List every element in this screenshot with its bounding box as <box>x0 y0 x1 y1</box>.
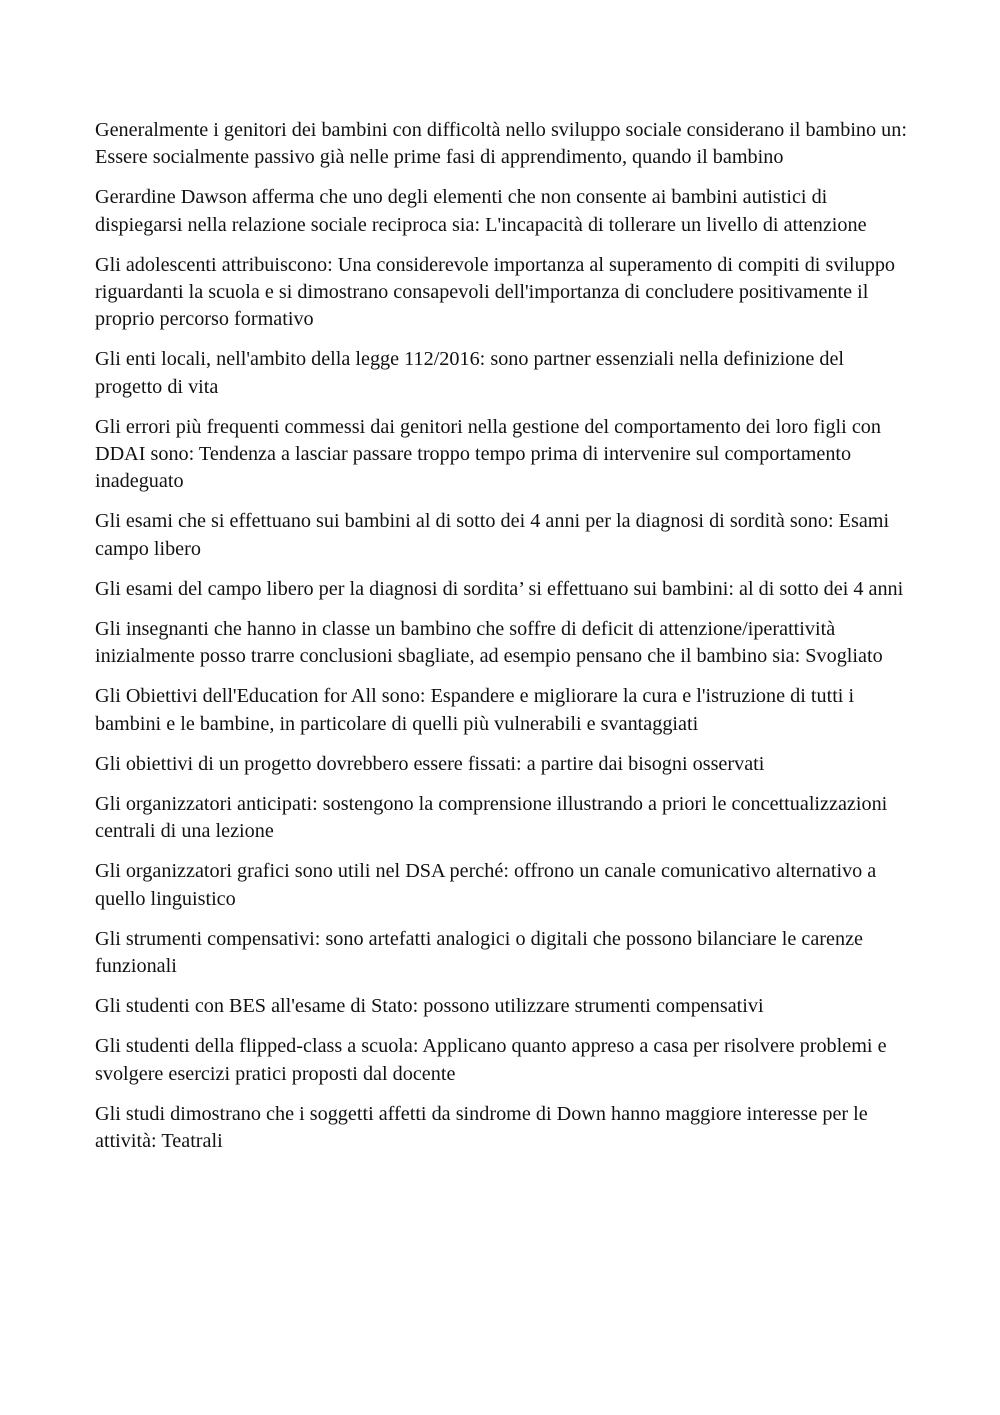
entry-paragraph: Gli enti locali, nell'ambito della legge 112/2016: sono partner essenziali nella definizione del progetto di vita <box>95 348 845 398</box>
entry-paragraph: Gli insegnanti che hanno in classe un bambino che soffre di deficit di attenzione/iperattività inizialmente posso trarre conclusioni sbagliate, ad esempio pensano che il bambino sia: Svogliato <box>95 618 883 668</box>
entry-paragraph: Generalmente i genitori dei bambini con difficoltà nello sviluppo sociale considerano il bambino un: Essere socialmente passivo già nelle prime fasi di apprendimento, quando il bambino <box>95 119 907 169</box>
entry-paragraph: Gli adolescenti attribuiscono: Una considerevole importanza al superamento di compiti di sviluppo riguardanti la scuola e si dimostrano consapevoli dell'importanza di concludere positivamente il proprio percorso formativo <box>95 253 896 331</box>
entry-paragraph: Gli organizzatori anticipati: sostengono la comprensione illustrando a priori le concettualizzazioni centrali di una lezione <box>95 793 888 843</box>
entry-paragraph: Gli studenti della flipped-class a scuola: Applicano quanto appreso a casa per risolvere problemi e svolgere esercizi pratici proposti dal docente <box>95 1035 887 1085</box>
entry-paragraph: Gli esami che si effettuano sui bambini al di sotto dei 4 anni per la diagnosi di sordità sono: Esami campo libero <box>95 510 890 560</box>
document-page <box>95 117 915 1168</box>
entry-paragraph: Gli errori più frequenti commessi dai genitori nella gestione del comportamento dei loro figli con DDAI sono: Tendenza a lasciar passare troppo tempo prima di intervenire sul comportamento inadeguato <box>95 415 881 493</box>
entry-paragraph: Gli esami del campo libero per la diagnosi di sordita’ si effettuano sui bambini: al di sotto dei 4 anni <box>95 577 904 600</box>
entry-paragraph: Gli strumenti compensativi: sono artefatti analogici o digitali che possono bilanciare le carenze funzionali <box>95 927 863 978</box>
entry-paragraph: Gli studi dimostrano che i soggetti affetti da sindrome di Down hanno maggiore interesse per le attività: Teatrali <box>95 1102 868 1153</box>
entry-paragraph: Gli Obiettivi dell'Education for All sono: Espandere e migliorare la cura e l'istruzione di tutti i bambini e le bambine, in particolare di quelli più vulnerabili e svantaggiati <box>95 685 855 735</box>
entry-paragraph: Gli organizzatori grafici sono utili nel DSA perché: offrono un canale comunicativo alternativo a quello linguistico <box>95 860 877 910</box>
entry-paragraph: Gli studenti con BES all'esame di Stato: possono utilizzare strumenti compensativi <box>95 995 764 1018</box>
entry-paragraph: Gli obiettivi di un progetto dovrebbero essere fissati: a partire dai bisogni osservati <box>95 752 765 775</box>
entry-paragraph: Gerardine Dawson afferma che uno degli elementi che non consente ai bambini autistici di dispiegarsi nella relazione sociale reciproca sia: L'incapacità di tollerare un livello di attenzione <box>95 186 867 236</box>
